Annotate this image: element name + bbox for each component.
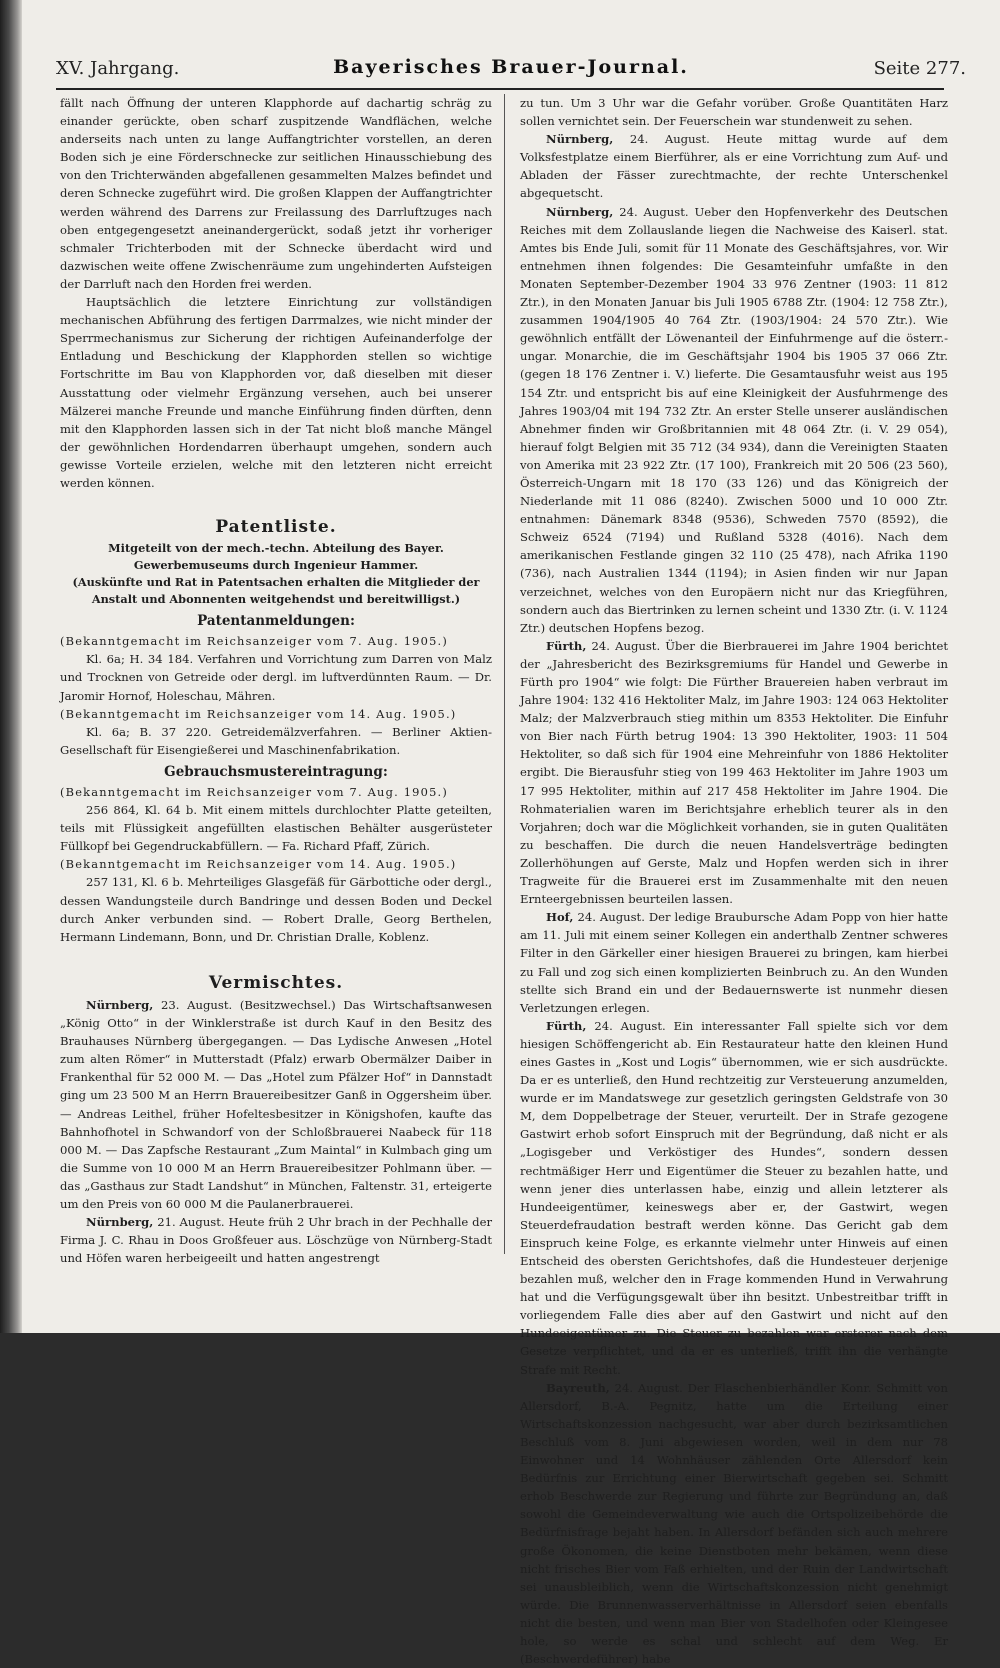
body-paragraph: zu tun. Um 3 Uhr war die Gefahr vorüber. Große Quantitäten Harz sollen vernichtet sein. Der Feuerschein war stundenweit zu sehen. (520, 96, 948, 129)
subsection-title: Gebrauchsmustereintragung: (164, 763, 388, 780)
news-item (60, 1213, 492, 1267)
news-place: Nürnberg, (546, 204, 614, 219)
news-place: Nürnberg, (86, 997, 154, 1012)
subsection-title: Patentanmeldungen: (197, 613, 355, 630)
section-title-vermischtes: Vermischtes. (208, 972, 344, 993)
announcement-line: (Bekanntgemacht im Reichsanzeiger vom 7. Aug. 1905.) (60, 785, 448, 799)
news-item (520, 637, 948, 908)
patent-entry: Kl. 6a; B. 37 220. Getreidemälzverfahren. — Berliner Aktien-Gesellschaft für Eisengießerei und Maschinenfabrikation. (60, 724, 492, 757)
page-header (56, 50, 966, 84)
column-divider (504, 94, 505, 1254)
news-place: Bayreuth, (546, 1380, 610, 1395)
news-place: Fürth, (546, 1018, 587, 1033)
journal-title: Bayerisches Brauer-Journal. (333, 56, 689, 78)
news-place: Fürth, (546, 638, 587, 653)
news-text: 24. August. Über die Bierbrauerei im Jahre 1904 berichtet der „Jahresbericht des Bezirksgremiums für Handel und Gewerbe in Fürth pro 1904“ wie folgt: Die Fürther Brauereien haben verbraut im Jahre 1904: 132 416 Hektoliter Malz, im Jahre 1903: 124 063 Hektoliter Malz; der Malzverbrauch stieg mithin um 8353 Hektoliter. Die Einfuhr von Bier nach Fürth betrug 1904: 13 390 Hektoliter, 1903: 11 504 Hektoliter, so daß sich für 1904 eine Mehreinfuhr von 1886 Hektoliter ergibt. Die Bierausfuhr stieg von 199 463 Hektoliter im Jahre 1903 um 17 995 Hektoliter, mithin auf 217 458 Hektoliter im Jahre 1904. Die Rohmaterialien waren im Berichtsjahre erheblich teurer als in den Vorjahren; doch war die Möglichkeit vorhanden, sie in guten Qualitäten zu beschaffen. Die durch die neuen Handelsverträge bedingten Zollerhöhungen auf Gerste, Malz und Hopfen werden sich in ihrer Tragweite für die Brauerei erst im Zusammenhalte mit den neuen Ernteergebnissen beurteilen lassen. (520, 638, 948, 907)
journal-page (22, 0, 1000, 1667)
news-text: 24. August. Ueber den Hopfenverkehr des Deutschen Reiches mit dem Zollauslande liegen die Nachweise des Kaiserl. stat. Amtes bis Ende Juli, somit für 11 Monate des Geschäftsjahres, vor. Wir entnehmen ihnen folgendes: Die Gesamteinfuhr umfaßte in den Monaten September-Dezember 1904 33 976 Zentner (1903: 11 812 Ztr.), in den Monaten Januar bis Juli 1905 6788 Ztr. (1904: 12 758 Ztr.), zusammen 1904/1905 40 764 Ztr. (1903/1904: 24 570 Ztr.). Wie gewöhnlich entfällt der Löwenanteil der Einfuhrmenge auf die österr.-ungar. Monarchie, die im Geschäftsjahr 1904 bis 1905 37 066 Ztr. (gegen 18 176 Zentner i. V.) lieferte. Die Gesamtausfuhr weist aus 195 154 Ztr. und entspricht bis auf eine Kleinigkeit der Ausfuhrmenge des Jahres 1903/04 mit 194 732 Ztr. An erster Stelle unserer ausländischen Abnehmer finden wir Großbritannien mit 48 064 Ztr. (i. V. 29 054), hierauf folgt Belgien mit 35 712 (34 934), dann die Vereinigten Staaten von Amerika mit 23 922 Ztr. (17 100), Frankreich mit 20 506 (23 560), Österreich-Ungarn mit 18 170 (33 126) und das Königreich der Niederlande mit 11 086 (8240). Zwischen 5000 und 10 000 Ztr. entnahmen: Dänemark 8348 (9536), Schweden 7570 (8592), die Schweiz 6524 (7194) und Rußland 5328 (4016). Nach dem amerikanischen Festlande gingen 32 110 (25 478), nach Afrika 1190 (736), nach Australien 1344 (1194); in Asien finden wir nur Japan verzeichnet, welches von den Europäern nicht nur das Kriegführen, sondern auch das Biertrinken zu lernen scheint und 1330 Ztr. (i. V. 1124 Ztr.) deutschen Hopfens bezog. (520, 204, 948, 635)
announcement-line: (Bekanntgemacht im Reichsanzeiger vom 14. Aug. 1905.) (60, 706, 457, 721)
news-text: 23. August. (Besitzwechsel.) Das Wirtschaftsanwesen „König Otto“ in der Winklerstraße ist durch Kauf in den Besitz des Brauhauses Nürnberg übergegangen. — Das Lydische Anwesen „Hotel zum alten Römer“ in Mutterstadt (Pfalz) erwarb Obermälzer Daiber in Frankenthal für 52 000 M. — Das „Hotel zum Pfälzer Hof“ in Dannstadt ging um 23 500 M an Herrn Brauereibesitzer Ganß in Oggersheim über. — Andreas Leithel, früher Hofeltesbesitzer in Königshofen, kaufte das Bahnhofhotel in Schwandorf von der Schloßbrauerei Naabeck für 118 000 M. — Das Zapfsche Restaurant „Zum Maintal“ in Kulmbach ging um die Summe von 10 000 M an Herrn Brauereibesitzer Pohlmann über. — das „Gasthaus zur Stadt Landshut“ in München, Faltenstr. 31, erteigerte um den Preis von 60 000 M die Paulanerbrauerei. (60, 997, 492, 1211)
left-column (60, 94, 492, 1267)
news-text: 24. August. Ein interessanter Fall spielte sich vor dem hiesigen Schöffengericht ab. Ein Restaurateur hatte den kleinen Hund eines Gastes in „Kost und Logis“ übernommen, wie er sich ausdrückte. Da er es unterließ, den Hund rechtzeitig zur Versteuerung anzumelden, wurde er im Mandatswege zur gesetzlich geringsten Geldstrafe von 30 M, dem Doppelbetrage der Steuer, verurteilt. Der in Strafe gezogene Gastwirt erhob sofort Einspruch mit der Begründung, daß nicht er als „Logisgeber und Verköstiger des Hundes“, sondern dessen rechtmäßiger Herr und Eigentümer die Steuer zu bezahlen hatte, und wenn jener dies unterlassen habe, einzig und allein letzterer als Hundeeigentümer, keineswegs aber er, der Gastwirt, wegen Steuerdefraudation bestraft werden könne. Das Gericht gab dem Einspruch keine Folge, es erkannte vielmehr unter Hinweis auf einen Entscheid des obersten Gerichtshofes, daß die Hundesteuer derjenige bezahlen muß, welcher den in Frage kommenden Hund in Verwahrung hat und die Verfügungsgewalt über ihn besitzt. Unbestreitbar trifft in vorliegendem Falle dies aber auf den Gastwirt und nicht auf den Hundeeigentümer zu. Die Steuer zu bezahlen war ersterer nach dem Gesetze verpflichtet, und da er es unterließ, trifft ihn die verhängte Strafe mit Recht. (520, 1018, 948, 1377)
header-rule (56, 88, 944, 90)
right-column (520, 94, 948, 1668)
news-text: 21. August. Heute früh 2 Uhr brach in der Pechhalle der Firma J. C. Rhau in Doos Großfeuer aus. Löschzüge von Nürnberg-Stadt und Höfen waren herbeigeeilt und hatten angestrengt (60, 1215, 492, 1266)
body-paragraph: Hauptsächlich die letztere Einrichtung zur vollständigen mechanischen Abführung des fertigen Darrmalzes, wie nicht minder der Sperrmechanismus zur Sicherung der richtigen Aufeinanderfolge der Entladung und Beschickung der Klapphorden stellen so wichtige Fortschritte im Bau von Klapphorden vor, daß dieselben mit dieser Ausstattung oder vielmehr Ergänzung versehen, auch bei unserer Mälzerei manche Freunde und manche Einführung finden dürften, denn mit den Klapphorden lassen sich in der Tat nicht bloß manche Mängel der gewöhnlichen Hordendarren überhaupt umgehen, sondern auch gewisse Vorteile erzielen, welche mit den letzteren nicht erreicht werden können. (60, 295, 492, 490)
section-title-patentliste: Patentliste. (215, 517, 337, 538)
section-subtitle: Mitgeteilt von der mech.-techn. Abteilung des Bayer. Gewerbemuseums durch Ingenieur Hammer. (108, 541, 444, 573)
patent-entry: 257 131, Kl. 6 b. Mehrteiliges Glasgefäß für Gärbottiche oder dergl., dessen Wandungsteile durch Bandringe und dessen Boden und Deckel durch Anker verbunden sind. — Robert Dralle, Georg Berthelen, Hermann Lindemann, Bonn, und Dr. Christian Dralle, Koblenz. (60, 875, 492, 944)
announcement-line: (Bekanntgemacht im Reichsanzeiger vom 7. Aug. 1905.) (60, 634, 448, 649)
news-place: Nürnberg, (546, 132, 614, 147)
patent-entry: Kl. 6a; H. 34 184. Verfahren und Vorrichtung zum Darren von Malz und Trocknen von Getreide oder dergl. im luftverdünnten Raum. — Dr. Jaromir Hornof, Holeschau, Mähren. (60, 652, 492, 703)
patent-entry: 256 864, Kl. 64 b. Mit einem mittels durchlochter Platte geteilten, teils mit Flüssigkeit angefüllten elastischen Behälter ausgerüsteter Füllkopf bei Gegendruckabfüllern. — Fa. Richard Pfaff, Zürich. (60, 803, 492, 854)
volume-label: XV. Jahrgang. (56, 58, 180, 79)
news-text: 24. August. Heute mittag wurde auf dem Volksfestplatze einem Bierführer, als er eine Vorrichtung zum Auf- und Abladen der Fässer zurechtmachte, der rechte Unterschenkel abgequetscht. (520, 132, 948, 201)
news-place: Hof, (546, 910, 574, 925)
news-item (520, 1017, 948, 1379)
book-spine (0, 0, 22, 1333)
news-item (520, 203, 948, 637)
news-item (60, 996, 492, 1213)
body-paragraph: fällt nach Öffnung der unteren Klapphorde auf dachartig schräg zu einander gerückte, oben scharf zuspitzende Wandflächen, welche anderseits nach unten zu lange Auffangtrichter vorstellen, an deren Boden sich je eine Förderschnecke zur seitlichen Hinausschiebung des von den Trichterwänden abgefallenen gesammelten Malzes befindet und deren Schnecke zugeführt wird. Die großen Klappen der Auffangtrichter werden während des Darrens zur Freilassung des Darrluftzuges nach oben entgegengesetzt aneinandergerückt, sodaß jetzt ihr vorheriger schmaler Trichterboden mit der Schnecke überdacht wird und dazwischen weite offene Zwischenräume zum ungehinderten Aufsteigen der Darrluft nach den Horden frei werden. (60, 96, 492, 291)
page-number: Seite 277. (873, 58, 966, 79)
announcement-line: (Bekanntgemacht im Reichsanzeiger vom 14. Aug. 1905.) (60, 857, 457, 872)
news-text: 24. August. Der ledige Braubursche Adam Popp von hier hatte am 11. Juli mit einem seiner Kollegen ein anderthalb Zentner schweres Filter in den Gärkeller einer hiesigen Brauerei zu bringen, kam hierbei zu Fall und zog sich einen komplizierten Beinbruch zu. An den Wunden stellte sich Brand ein und der Bedauernswerte ist nunmehr diesen Verletzungen erlegen. (520, 910, 948, 1015)
news-text: 24. August. Der Flaschenbierhändler Konr. Schmitt von Allersdorf, B.-A. Pegnitz, hatte um die Erteilung einer Wirtschaftskonzession nachgesucht, war aber durch bezirksamtlichen Beschluß vom 8. Juni abgewiesen worden, weil in dem nur 78 Einwohner und 14 Wohnhäuser zählenden Orte Allersdorf kein Bedürfnis zur Errichtung einer Bierwirtschaft gegeben sei. Schmitt erhob Beschwerde zur Regierung und führte zur Begründung an, daß sowohl die Gemeindeverwaltung wie auch die Ortspolizeibehörde die Bedürfnisfrage bejaht haben. In Allersdorf befänden sich auch mehrere große Ökonomen, die keine Dienstboten mehr bekämen, wenn diese nicht frisches Bier vom Faß erhielten, und der Ruin der Landwirtschaft sei unausbleiblich, wenn die Wirtschaftskonzession nicht genehmigt würde. Die Brunnenwasserverhältnisse in Allersdorf seien ebenfalls nicht die besten, und wenn man Bier von Stadelhofen oder Kleingesee hole, so werde es schal und schlecht auf dem Weg. Er (Beschwerdeführer) habe (520, 1380, 948, 1667)
news-item (520, 130, 948, 202)
news-item (520, 908, 948, 1017)
news-item (520, 1379, 948, 1668)
section-note: (Auskünfte und Rat in Patentsachen erhalten die Mitglieder der Anstalt und Abonnenten weitgehendst und bereitwilligst.) (72, 575, 480, 607)
news-place: Nürnberg, (86, 1215, 154, 1230)
